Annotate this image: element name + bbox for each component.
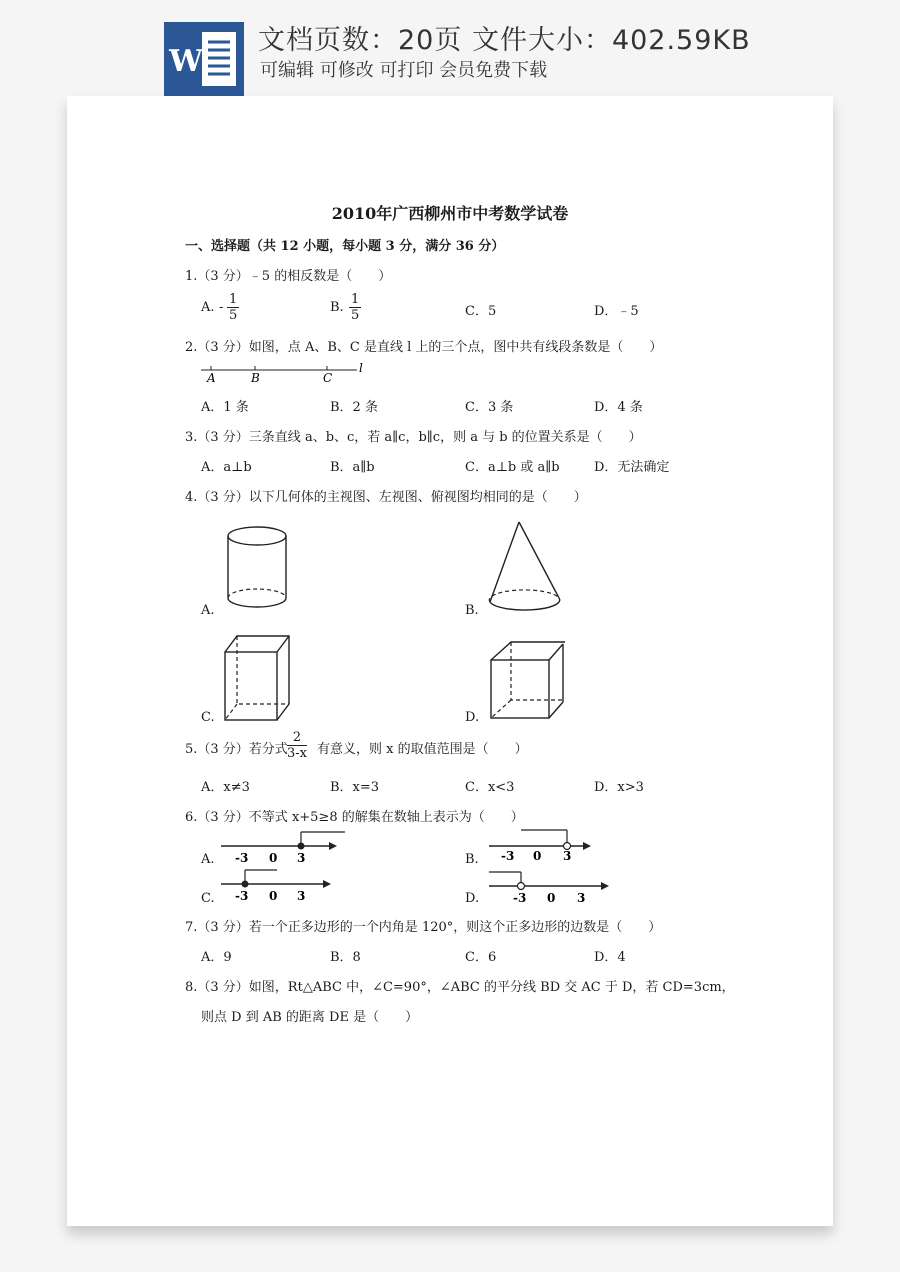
q6d-tick-0: 0: [547, 891, 556, 905]
question-7-stem: 7.（3 分）若一个正多边形的一个内角是 120°，则这个正多边形的边数是（ ）: [185, 920, 662, 935]
q2-point-b: B: [251, 371, 260, 385]
q3-option-a: A．a⊥b: [201, 460, 252, 475]
q5-numerator: 2: [287, 730, 307, 746]
q6b-tick-0: 0: [533, 849, 542, 863]
q2-point-c: C: [323, 371, 333, 385]
q3-option-d: D．无法确定: [594, 460, 670, 475]
q5-option-a: A．x≠3: [201, 780, 250, 795]
q6d-tick-neg3: -3: [513, 891, 527, 905]
word-icon-letter: W: [169, 44, 203, 79]
q6b-tick-3: 3: [563, 849, 572, 863]
q6a-tick-0: 0: [269, 851, 278, 865]
q1-option-c: C．5: [465, 304, 497, 319]
q4-option-a: A.: [201, 603, 215, 618]
q5-option-b: B．x=3: [330, 780, 380, 795]
q6b-tick-neg3: -3: [501, 849, 515, 863]
q4-option-b: B.: [465, 603, 479, 618]
q6c-tick-0: 0: [269, 889, 278, 903]
section-heading: 一、选择题（共 12 小题，每小题 3 分，满分 36 分）: [185, 239, 505, 254]
q6d-tick-3: 3: [577, 891, 586, 905]
word-file-icon: [164, 22, 244, 96]
q7-option-b: B．8: [330, 950, 361, 965]
q1-option-a-label: A.: [201, 300, 215, 315]
q6-option-d: D.: [465, 891, 480, 906]
q2-point-a: A: [207, 371, 216, 385]
cube-figure: [485, 638, 565, 724]
q6-number-line-c: [217, 868, 347, 904]
cone-figure: [485, 518, 565, 618]
cylinder-figure: [222, 524, 292, 614]
q5-fraction: [287, 730, 307, 761]
q3-option-b: B．a∥b: [330, 460, 375, 475]
rectangular-prism-figure: [217, 632, 297, 726]
q2-line-figure: [197, 358, 367, 386]
q6-number-line-b: [485, 826, 615, 864]
q6-number-line-a: [217, 830, 347, 866]
q2-option-c: C．3 条: [465, 400, 514, 415]
q6-option-c: C.: [201, 891, 215, 906]
question-8-stem-line2: 则点 D 到 AB 的距离 DE 是（ ）: [201, 1010, 419, 1025]
q1-b-denominator: 5: [351, 308, 360, 323]
q6-option-b: B.: [465, 852, 479, 867]
q6c-tick-3: 3: [297, 889, 306, 903]
exam-title: 2010年广西柳州市中考数学试卷: [331, 204, 569, 223]
question-2-stem: 2.（3 分）如图，点 A、B、C 是直线 l 上的三个点，图中共有线段条数是（ ）: [185, 340, 663, 355]
q1-option-a-fraction: [227, 292, 239, 323]
q7-option-c: C．6: [465, 950, 497, 965]
question-5-stem-start: 5.（3 分）若分式: [185, 742, 288, 757]
q1-a-denominator: 5: [229, 308, 238, 323]
question-4-stem: 4.（3 分）以下几何体的主视图、左视图、俯视图均相同的是（ ）: [185, 490, 587, 505]
q6a-tick-3: 3: [297, 851, 306, 865]
q6-option-a: A.: [201, 852, 215, 867]
file-info-title: 文档页数：20页 文件大小：402.59KB: [258, 25, 751, 56]
q6-number-line-d: [485, 868, 615, 906]
q2-line-l: l: [359, 361, 363, 375]
download-header: [0, 0, 900, 100]
q3-option-c: C．a⊥b 或 a∥b: [465, 460, 560, 475]
question-5-stem-end: 有意义，则 x 的取值范围是（ ）: [317, 742, 528, 757]
q5-option-c: C．x<3: [465, 780, 515, 795]
q1-b-numerator: 1: [351, 292, 360, 307]
question-1-stem: 1.（3 分）﹣5 的相反数是（ ）: [185, 269, 392, 284]
q1-option-a-sign: -: [219, 300, 224, 315]
question-6-stem: 6.（3 分）不等式 x+5≥8 的解集在数轴上表示为（ ）: [185, 810, 524, 825]
q1-a-numerator: 1: [229, 292, 238, 307]
q1-option-b-label: B.: [330, 300, 344, 315]
document-page: [67, 96, 833, 1226]
q6c-tick-neg3: -3: [235, 889, 249, 903]
q6a-tick-neg3: -3: [235, 851, 249, 865]
file-info-subtitle: 可编辑 可修改 可打印 会员免费下载: [260, 60, 548, 81]
q1-option-d: D．﹣5: [594, 304, 639, 319]
q4-option-d: D.: [465, 710, 480, 725]
q5-option-d: D．x>3: [594, 780, 644, 795]
q2-option-b: B．2 条: [330, 400, 378, 415]
q7-option-d: D．4: [594, 950, 626, 965]
question-8-stem-line1: 8.（3 分）如图，Rt△ABC 中，∠C=90°，∠ABC 的平分线 BD 交 AC 于 D，若 CD=3cm，: [185, 980, 735, 995]
q2-option-d: D．4 条: [594, 400, 643, 415]
q4-option-c: C.: [201, 710, 215, 725]
q1-option-b-fraction: [349, 292, 361, 323]
question-3-stem: 3.（3 分）三条直线 a、b、c，若 a∥c，b∥c，则 a 与 b 的位置关系是（ ）: [185, 430, 642, 445]
q2-option-a: A．1 条: [201, 400, 249, 415]
q5-denominator: 3-x: [287, 746, 307, 761]
q7-option-a: A．9: [201, 950, 232, 965]
